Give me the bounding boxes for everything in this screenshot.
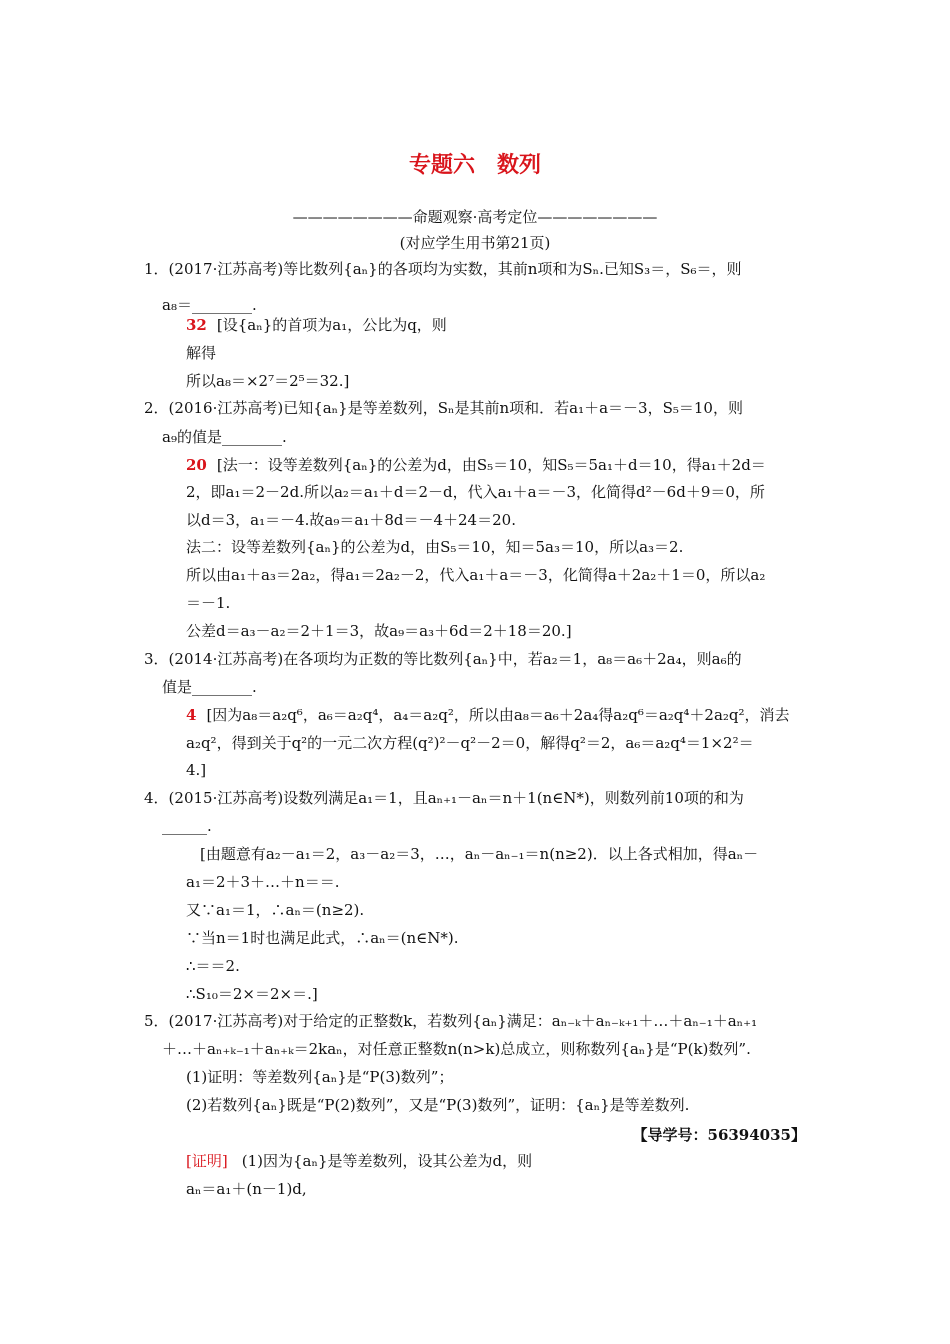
solution-line: [由题意有a₂－a₁＝2，a₃－a₂＝3，…，aₙ－aₙ₋₁＝n(n≥2)．以上各式相加，得aₙ－ — [200, 845, 759, 863]
solution-line: ＝－1. — [186, 594, 231, 612]
proof-line: [证明] (1)因为{aₙ}是等差数列，设其公差为d，则 — [186, 1152, 533, 1170]
problem-5-stem-cont: ＋…＋aₙ₊ₖ₋₁＋aₙ₊ₖ＝2kaₙ，对任意正整数n(n>k)总成立，则称数列{aₙ}是“P(k)数列”. — [162, 1040, 751, 1058]
answer-value: 32 — [186, 316, 207, 334]
answer-value: 4 — [186, 706, 197, 724]
proof-line: aₙ＝a₁＋(n－1)d, — [186, 1180, 307, 1198]
problem-1-stem: 1．(2017·江苏高考)等比数列{aₙ}的各项均为实数，其前n项和为Sₙ.已知S₃＝，S₆＝，则 — [144, 260, 742, 278]
solution-line: 公差d＝a₃－a₂＝2＋1＝3，故a₉＝a₃＋6d＝2＋18＝20.] — [186, 622, 572, 640]
solution-line: 以d＝3，a₁＝－4.故a₉＝a₁＋8d＝－4＋24＝20. — [186, 511, 516, 529]
problem-4-blank: ______. — [162, 817, 212, 835]
problem-1-blank: a₈＝________. — [162, 296, 257, 314]
solution-line: 解得 — [186, 344, 217, 362]
solution-line: a₁＝2＋3＋…＋n＝＝. — [186, 873, 340, 891]
proof-tag: [证明] — [186, 1152, 228, 1170]
problem-2-stem: 2．(2016·江苏高考)已知{aₙ}是等差数列，Sₙ是其前n项和．若a₁＋a＝－3，S₅＝10，则 — [144, 399, 743, 417]
answer-value: 20 — [186, 456, 207, 474]
problem-3-solution: 4 [因为a₈＝a₂q⁶，a₆＝a₂q⁴，a₄＝a₂q²，所以由a₈＝a₆＋2a₄得a₂q⁶＝a₂q⁴＋2a₂q²，消去 — [186, 706, 790, 724]
problem-5-part-2: (2)若数列{aₙ}既是“P(2)数列”，又是“P(3)数列”，证明：{aₙ}是等差数列. — [186, 1096, 690, 1114]
solution-line: 所以由a₁＋a₃＝2a₂，得a₁＝2a₂－2，代入a₁＋a＝－3，化简得a＋2a₂＋1＝0，所以a₂ — [186, 566, 766, 584]
problem-5-stem: 5．(2017·江苏高考)对于给定的正整数k，若数列{aₙ}满足：aₙ₋ₖ＋aₙ₋ₖ₊₁＋…＋aₙ₋₁＋aₙ₊₁ — [144, 1012, 758, 1030]
solution-line: ∴S₁₀＝2×＝2×＝.] — [186, 985, 318, 1003]
problem-4-stem: 4．(2015·江苏高考)设数列满足a₁＝1，且aₙ₊₁－aₙ＝n＋1(n∈N*)，则数列前10项的和为 — [144, 789, 744, 807]
problem-3-stem: 3．(2014·江苏高考)在各项均为正数的等比数列{aₙ}中，若a₂＝1，a₈＝a₆＋2a₄，则a₆的 — [144, 650, 742, 668]
problem-2-solution: 20 [法一：设等差数列{aₙ}的公差为d，由S₅＝10，知S₅＝5a₁＋d＝10，得a₁＋2d＝ — [186, 456, 766, 474]
book-reference: (对应学生用书第21页) — [399, 234, 551, 252]
guide-number: 【导学号：56394035】 — [632, 1126, 806, 1144]
solution-line: 所以a₈＝×2⁷＝2⁵＝32.] — [186, 372, 350, 390]
solution-line: a₂q²，得到关于q²的一元二次方程(q²)²－q²－2＝0，解得q²＝2，a₆＝a₂q⁴＝1×2²＝ — [186, 734, 754, 752]
solution-line: 4.] — [186, 761, 207, 779]
problem-3-blank: 值是________. — [162, 678, 257, 696]
solution-line: 法二：设等差数列{aₙ}的公差为d，由S₅＝10，知＝5a₃＝10，所以a₃＝2. — [186, 538, 684, 556]
section-header: ————————命题观察·高考定位———————— — [292, 208, 658, 226]
solution-line: ∵当n＝1时也满足此式，∴aₙ＝(n∈N*). — [186, 929, 459, 947]
solution-line: 又∵a₁＝1，∴aₙ＝(n≥2). — [186, 901, 365, 919]
page-title: 专题六 数列 — [408, 153, 541, 178]
problem-1-solution: 32 [设{aₙ}的首项为a₁，公比为q，则 — [186, 316, 447, 334]
solution-line: 2，即a₁＝2－2d.所以a₂＝a₁＋d＝2－d，代入a₁＋a＝－3，化简得d²－6d＋9＝0，所 — [186, 483, 765, 501]
solution-line: ∴＝＝2. — [186, 957, 240, 975]
problem-2-blank: a₉的值是________. — [162, 428, 287, 446]
problem-5-part-1: (1)证明：等差数列{aₙ}是“P(3)数列”； — [186, 1068, 454, 1086]
